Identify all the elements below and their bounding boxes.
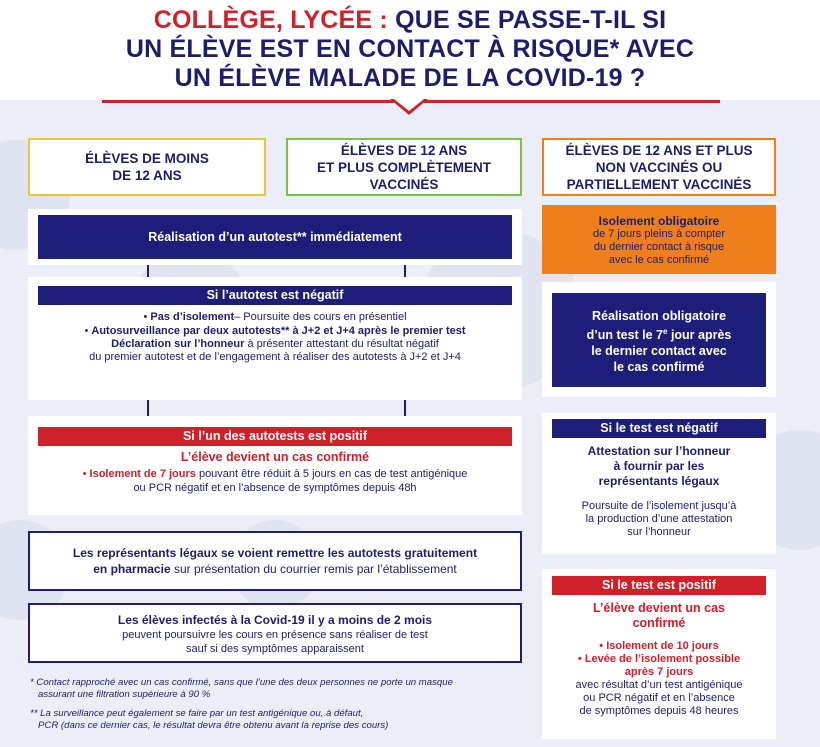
column-header-line: ÉLÈVES DE 12 ANS ET PLUS [565,142,753,158]
column-header-line: VACCINÉS [369,176,439,192]
positive-autotest-panel [28,416,522,515]
positive-condition-line-3: de symptômes depuis 48 heures [579,705,739,717]
positive-condition-line-2: ou PCR négatif et en l’absence [583,692,735,704]
confirmed-case-line-2: confirmé [632,616,686,630]
negative-line-1-rest: – Poursuite des cours en présentiel [234,311,407,323]
self-monitoring-text: Autosurveillance par deux autotests** à J+2 et J+4 après le premier test [91,325,466,337]
negative-autotest-panel [28,277,522,400]
negative-test-label: Si le test est négatif [552,419,766,438]
negative-line-1: • Pas d’isolement– Poursuite des cours en présentiel [143,311,407,323]
pharmacy-line-2-rest: sur présentation du courrier remis par l’établissement [170,562,457,576]
attestation-line-1: Attestation sur l’honneur [587,444,731,458]
ordinal-suffix: e [663,327,668,336]
confirmed-case-title: L’élève devient un cas confirmé [180,450,370,464]
positive-line-1-rest: pouvant être réduit à 5 jours en cas de test antigénique [195,468,468,480]
lifting-isolation: • Levée de l’isolement possible [577,653,741,665]
pharmacy-line-2 [30,562,520,577]
test-line-2-end: jour après [667,328,732,343]
negative-test-panel [542,413,776,554]
infected-line-1: Les élèves infectés à la Covid-19 il y a moins de 2 mois [117,613,433,627]
title-underline [424,100,720,103]
positive-test-label: Si le test est positif [552,576,766,595]
connector-line [404,400,406,416]
isolation-10-days: • Isolement de 10 jours [599,640,719,652]
negative-line-3 [28,338,522,351]
column-header-line: DE 12 ANS [112,168,182,183]
connector-line [147,400,149,416]
mandatory-test-panel [542,282,776,397]
title-underline [102,100,394,103]
positive-autotest-label: Si l’un des autotests est positif [38,427,512,446]
test-line-2-start: d’un test le 7 [586,328,664,343]
footnote-2-line-1: ** La surveillance peut également se faire par un test antigénique ou, à défaut, [30,708,364,719]
pharmacy-line-1: Les représentants légaux se voient remettre les autotests gratuitement [72,546,478,560]
column-header-line: PARTIELLEMENT VACCINÉS [566,176,752,192]
connector-line [147,265,149,277]
column-header-line: ÉLÈVES DE 12 ANS [340,142,468,158]
title-pointer-inner [394,99,424,111]
declaration-text: Déclaration sur l’honneur [111,338,245,350]
negative-line-4: du premier autotest et de l’engagement à réaliser des autotests à J+2 et J+4 [89,351,461,363]
attestation-line-3: représentants légaux [598,474,720,488]
connector-line [404,265,406,277]
column-header-line: ET PLUS COMPLÈTEMENT [316,159,491,175]
isolation-line-1: de 7 jours pleins à compter [592,228,726,240]
test-line-4: le cas confirmé [613,360,705,375]
isolation-7-days-text: Isolement de 7 jours [89,468,196,480]
infected-line-2: peuvent poursuivre les cours en présence sans réaliser de test [122,629,428,641]
continuation-line-3: sur l’honneur [627,526,691,538]
previously-infected-panel [28,603,522,663]
mandatory-isolation-box [542,205,776,274]
no-isolation-text: Pas d’isolement [150,311,235,323]
positive-condition-line-1: avec résultat d’un test antigénique [575,679,743,691]
autotest-panel [28,209,522,265]
pharmacy-text: en pharmacie [93,562,171,576]
positive-line-1: • Isolement de 7 jours pouvant être réduit à 5 jours en cas de test antigénique [82,468,468,480]
positive-test-panel [542,569,776,739]
column-header-line: NON VACCINÉS OU [595,159,723,175]
continuation-line-1: Poursuite de l’isolement jusqu’à [581,500,737,512]
autotest-box: Réalisation d’un autotest** immédiatement [38,215,512,259]
isolation-line-3: avec le cas confirmé [608,254,710,266]
title-line-3: UN ÉLÈVE MALADE DE LA COVID-19 ? [174,64,646,92]
pharmacy-panel [28,531,522,591]
negative-line-2: • Autosurveillance par deux autotests** à J+2 et J+4 après le premier test [84,325,466,337]
positive-line-2: ou PCR négatif et en l’absence de symptômes depuis 48h [133,482,417,494]
column-header-line: ÉLÈVES DE MOINS [85,151,209,166]
title-line-1 [0,6,820,34]
title-banner [0,0,820,100]
confirmed-case-line-1: L’élève devient un cas [592,601,725,615]
lifting-isolation-text: Levée de l’isolement possible [584,653,741,665]
column-header-vaccinated [286,138,522,196]
test-line-1: Réalisation obligatoire [591,309,727,323]
title-line-2: UN ÉLÈVE EST EN CONTACT À RISQUE* AVEC [125,35,695,63]
attestation-line-2: à fournir par les [613,459,705,473]
footnote-1-line-1: * Contact rapproché avec un cas confirmé, sans que l’une des deux personnes ne porte un masque [30,677,453,688]
negative-autotest-label: Si l’autotest est négatif [38,286,512,305]
mandatory-test-box [552,293,766,387]
column-header-under-12 [28,138,266,196]
footnote-1-line-2: assurant une filtration supérieure à 90 % [38,689,211,700]
continuation-line-2: la production d’une attestation [585,513,733,525]
infected-line-3: sauf si des symptômes apparaissent [186,643,364,655]
isolation-line-2: du dernier contact à risque [593,241,725,253]
test-line-3: le dernier contact avec [591,344,727,359]
title-highlight: COLLÈGE, LYCÉE : [153,6,388,34]
title-line-1-text: QUE SE PASSE-T-IL SI [387,6,667,34]
column-header-unvaccinated [542,138,776,196]
test-line-2 [552,324,766,343]
after-7-days: après 7 jours [624,666,694,678]
mandatory-isolation-title: Isolement obligatoire [598,214,720,228]
footnote-2-line-2: PCR (dans ce dernier cas, le résultat devra être obtenu avant la reprise des cours) [38,720,389,731]
negative-line-3-rest: à présenter attestant du résultat négatif [244,338,439,350]
isolation-10-days-text: Isolement de 10 jours [606,640,719,652]
